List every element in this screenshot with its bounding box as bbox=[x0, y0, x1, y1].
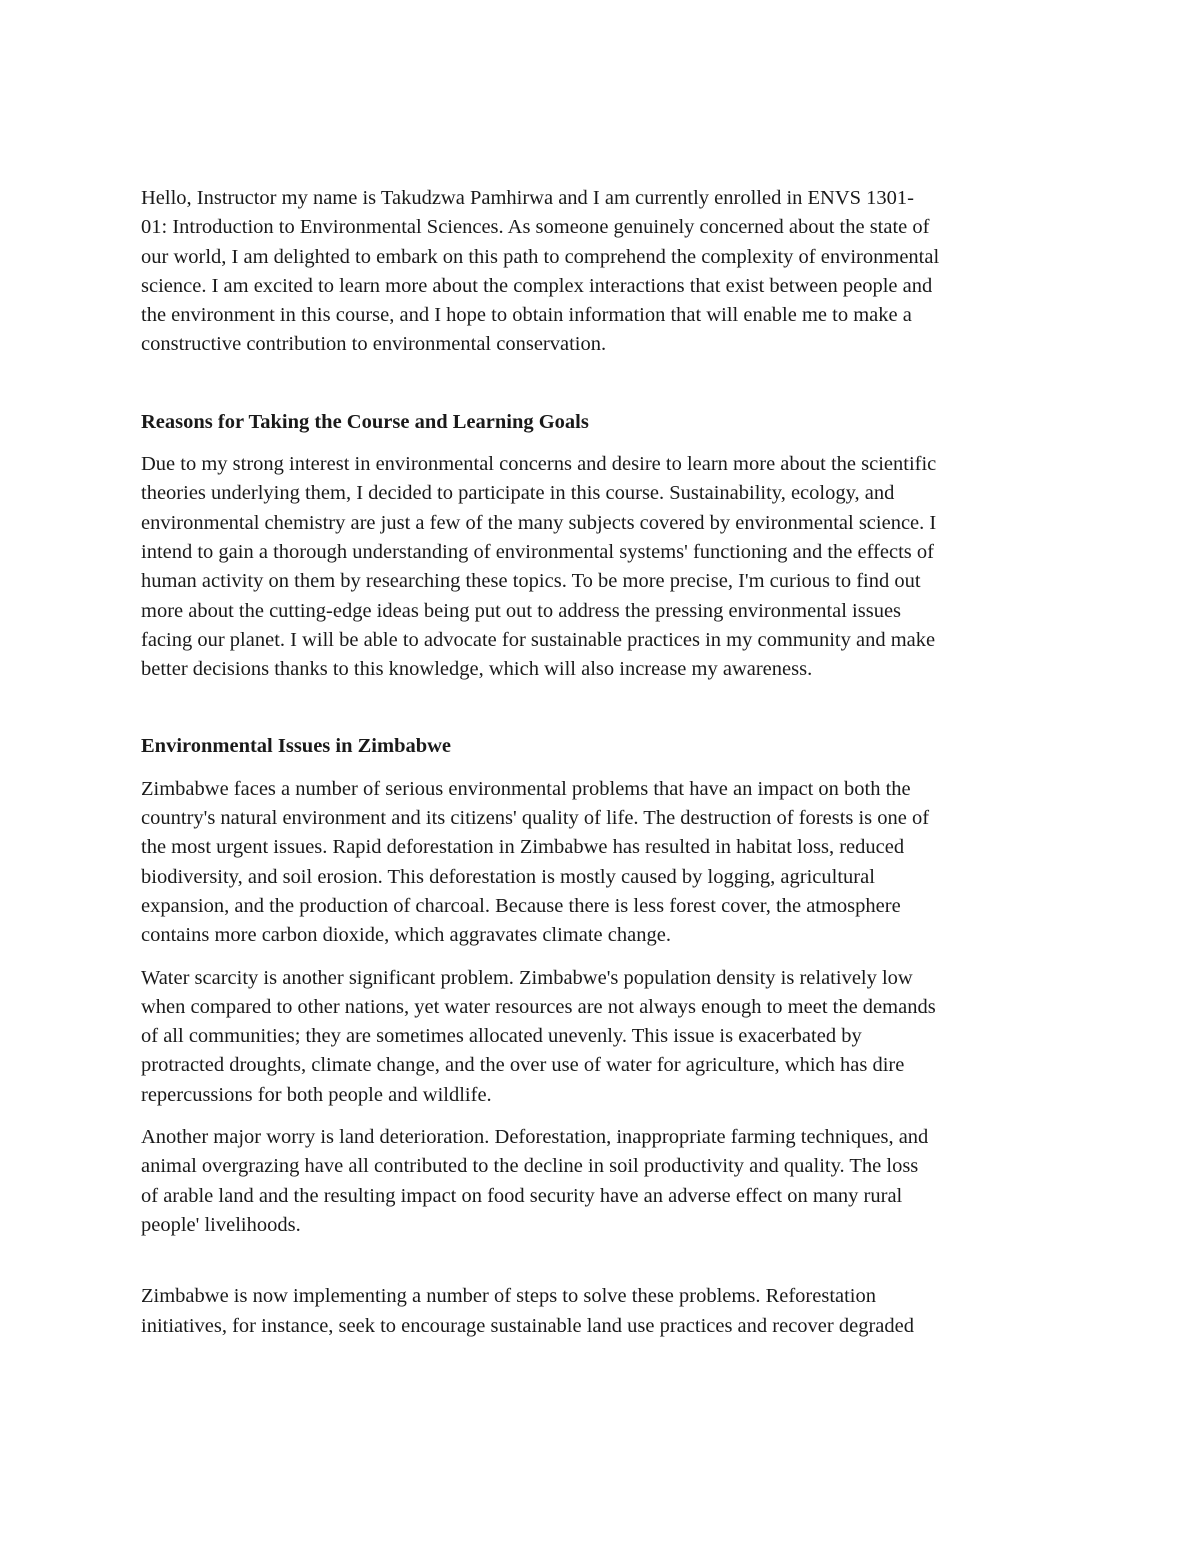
text-line: the environment in this course, and I hope to obtain information that will enable me to make a bbox=[141, 304, 912, 327]
text-line: biodiversity, and soil erosion. This deforestation is mostly caused by logging, agricultural bbox=[141, 865, 875, 888]
reasons-paragraph bbox=[141, 450, 1062, 684]
text-line: theories underlying them, I decided to participate in this course. Sustainability, ecology, and bbox=[141, 482, 895, 505]
text-line: better decisions thanks to this knowledge, which will also increase my awareness. bbox=[141, 658, 813, 681]
text-line: more about the cutting-edge ideas being put out to address the pressing environmental issues bbox=[141, 599, 902, 622]
text-line: country's natural environment and its citizens' quality of life. The destruction of forests is one of bbox=[141, 807, 930, 830]
text-line: the most urgent issues. Rapid deforestation in Zimbabwe has resulted in habitat loss, reduced bbox=[141, 836, 905, 859]
text-line: of all communities; they are sometimes allocated unevenly. This issue is exacerbated by bbox=[141, 1025, 862, 1048]
text-line: science. I am excited to learn more about the complex interactions that exist between people and bbox=[141, 274, 933, 297]
zimbabwe-paragraph-2 bbox=[141, 964, 1062, 1110]
text-line: initiatives, for instance, seek to encourage sustainable land use practices and recover degraded bbox=[141, 1314, 914, 1337]
text-line: our world, I am delighted to embark on this path to comprehend the complexity of environmental bbox=[141, 245, 940, 268]
zimbabwe-paragraph-4 bbox=[141, 1282, 1062, 1341]
text-line: Hello, Instructor my name is Takudzwa Pamhirwa and I am currently enrolled in ENVS 1301- bbox=[141, 187, 915, 209]
text-line: human activity on them by researching these topics. To be more precise, I'm curious to find out bbox=[141, 570, 921, 593]
text-line: of arable land and the resulting impact on food security have an adverse effect on many rural bbox=[141, 1184, 903, 1207]
text-line: protracted droughts, climate change, and the over use of water for agriculture, which has dire bbox=[141, 1054, 905, 1077]
text-line: facing our planet. I will be able to advocate for sustainable practices in my community and make bbox=[141, 628, 936, 651]
section-heading-reasons: Reasons for Taking the Course and Learning Goals bbox=[141, 410, 589, 433]
intro-paragraph bbox=[141, 184, 1062, 360]
text-line: when compared to other nations, yet water resources are not always enough to meet the demands bbox=[141, 995, 936, 1018]
text-line: contains more carbon dioxide, which aggravates climate change. bbox=[141, 924, 671, 947]
text-line: Due to my strong interest in environmental concerns and desire to learn more about the scientific bbox=[141, 453, 937, 476]
zimbabwe-paragraph-1 bbox=[141, 775, 1062, 951]
text-line: repercussions for both people and wildlife. bbox=[141, 1083, 492, 1106]
text-line: environmental chemistry are just a few of the many subjects covered by environmental science. I bbox=[141, 511, 937, 534]
text-line: Another major worry is land deterioration. Deforestation, inappropriate farming techniques, and bbox=[141, 1126, 929, 1149]
section-heading-zimbabwe: Environmental Issues in Zimbabwe bbox=[141, 735, 452, 758]
text-line: Zimbabwe is now implementing a number of steps to solve these problems. Reforestation bbox=[141, 1285, 877, 1308]
text-line: expansion, and the production of charcoal. Because there is less forest cover, the atmosphere bbox=[141, 894, 901, 917]
zimbabwe-paragraph-3 bbox=[141, 1123, 1062, 1240]
text-line: Water scarcity is another significant problem. Zimbabwe's population density is relatively low bbox=[141, 966, 913, 989]
text-line: Zimbabwe faces a number of serious environmental problems that have an impact on both the bbox=[141, 777, 911, 800]
text-line: animal overgrazing have all contributed to the decline in soil productivity and quality. The loss bbox=[141, 1155, 919, 1178]
text-line: intend to gain a thorough understanding of environmental systems' functioning and the effects of bbox=[141, 540, 934, 563]
text-line: 01: Introduction to Environmental Sciences. As someone genuinely concerned about the state of bbox=[141, 216, 930, 239]
document-body bbox=[141, 184, 1062, 1341]
text-line: constructive contribution to environmental conservation. bbox=[141, 333, 607, 356]
text-line: people' livelihoods. bbox=[141, 1213, 301, 1236]
